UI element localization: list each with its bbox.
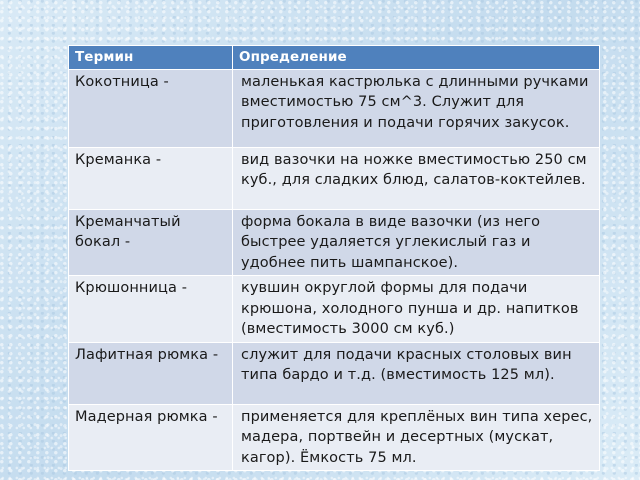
term-cell: Мадерная рюмка - xyxy=(69,404,233,471)
term-cell: Креманчатый бокал - xyxy=(69,209,233,276)
term-cell: Лафитная рюмка - xyxy=(69,342,233,404)
table-row xyxy=(69,69,600,147)
definition-cell: кувшин округлой формы для подачи крюшона, холодного пунша и др. напитков (вместимость 3000 см куб.) xyxy=(233,276,600,343)
table-row xyxy=(69,342,600,404)
definition-cell: вид вазочки на ножке вместимостью 250 см куб., для сладких блюд, салатов-коктейлев. xyxy=(233,147,600,209)
table-row xyxy=(69,404,600,471)
table-row xyxy=(69,276,600,343)
definition-cell: маленькая кастрюлька с длинными ручками вместимостью 75 см^3. Служит для приготовления и подачи горячих закусок. xyxy=(233,69,600,147)
header-definition: Определение xyxy=(233,46,600,70)
table-header-row xyxy=(69,46,600,70)
table-row xyxy=(69,209,600,276)
table-row xyxy=(69,147,600,209)
term-cell: Креманка - xyxy=(69,147,233,209)
glossary-table-frame xyxy=(68,45,599,465)
definition-cell: служит для подачи красных столовых вин типа бардо и т.д. (вместимость 125 мл). xyxy=(233,342,600,404)
term-cell: Кокотница - xyxy=(69,69,233,147)
glossary-table xyxy=(68,45,600,471)
definition-cell: применяется для креплёных вин типа херес, мадера, портвейн и десертных (мускат, кагор). Ёмкость 75 мл. xyxy=(233,404,600,471)
term-cell: Крюшонница - xyxy=(69,276,233,343)
header-term: Термин xyxy=(69,46,233,70)
definition-cell: форма бокала в виде вазочки (из него быстрее удаляется углекислый газ и удобнее пить шампанское). xyxy=(233,209,600,276)
